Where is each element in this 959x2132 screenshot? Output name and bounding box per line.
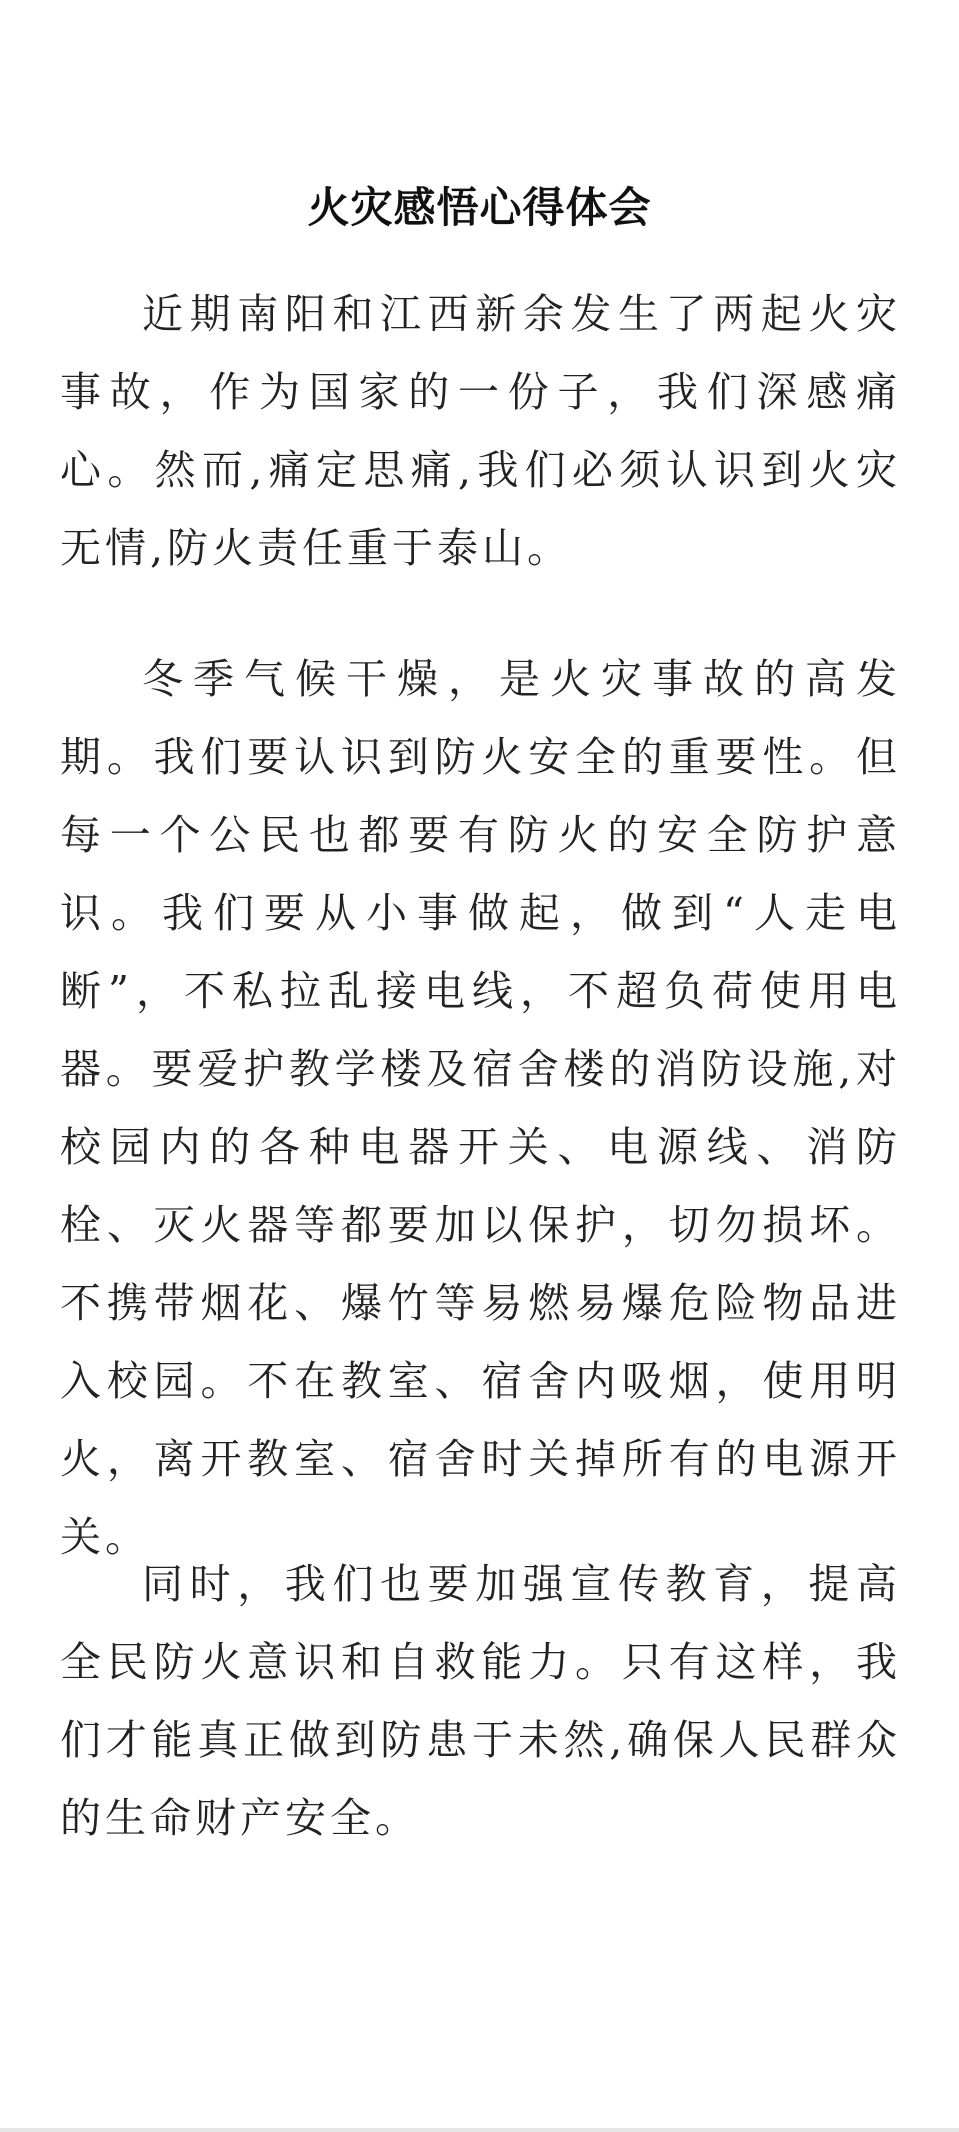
- bottom-divider: [0, 2128, 959, 2132]
- paragraph-1: 近期南阳和江西新余发生了两起火灾事故，作为国家的一份子，我们深感痛心。然而,痛定思痛,我们必须认识到火灾无情,防火责任重于泰山。: [60, 290, 901, 572]
- document-title: 火灾感悟心得体会: [307, 183, 652, 233]
- paragraph-3: 同时，我们也要加强宣传教育，提高全民防火意识和自救能力。只有这样，我们才能真正做到防患于未然,确保人民群众的生命财产安全。: [60, 1560, 901, 1842]
- paragraph-2: 冬季气候干燥，是火灾事故的高发期。我们要认识到防火安全的重要性。但每一个公民也都要有防火的安全防护意识。我们要从小事做起，做到“人走电断”，不私拉乱接电线，不超负荷使用电器。要爱护教学楼及宿舍楼的消防设施,对校园内的各种电器开关、电源线、消防栓、灭火器等都要加以保护，切勿损坏。不携带烟花、爆竹等易燃易爆危险物品进入校园。不在教室、宿舍内吸烟，使用明火，离开教室、宿舍时关掉所有的电源开关。: [60, 655, 901, 1561]
